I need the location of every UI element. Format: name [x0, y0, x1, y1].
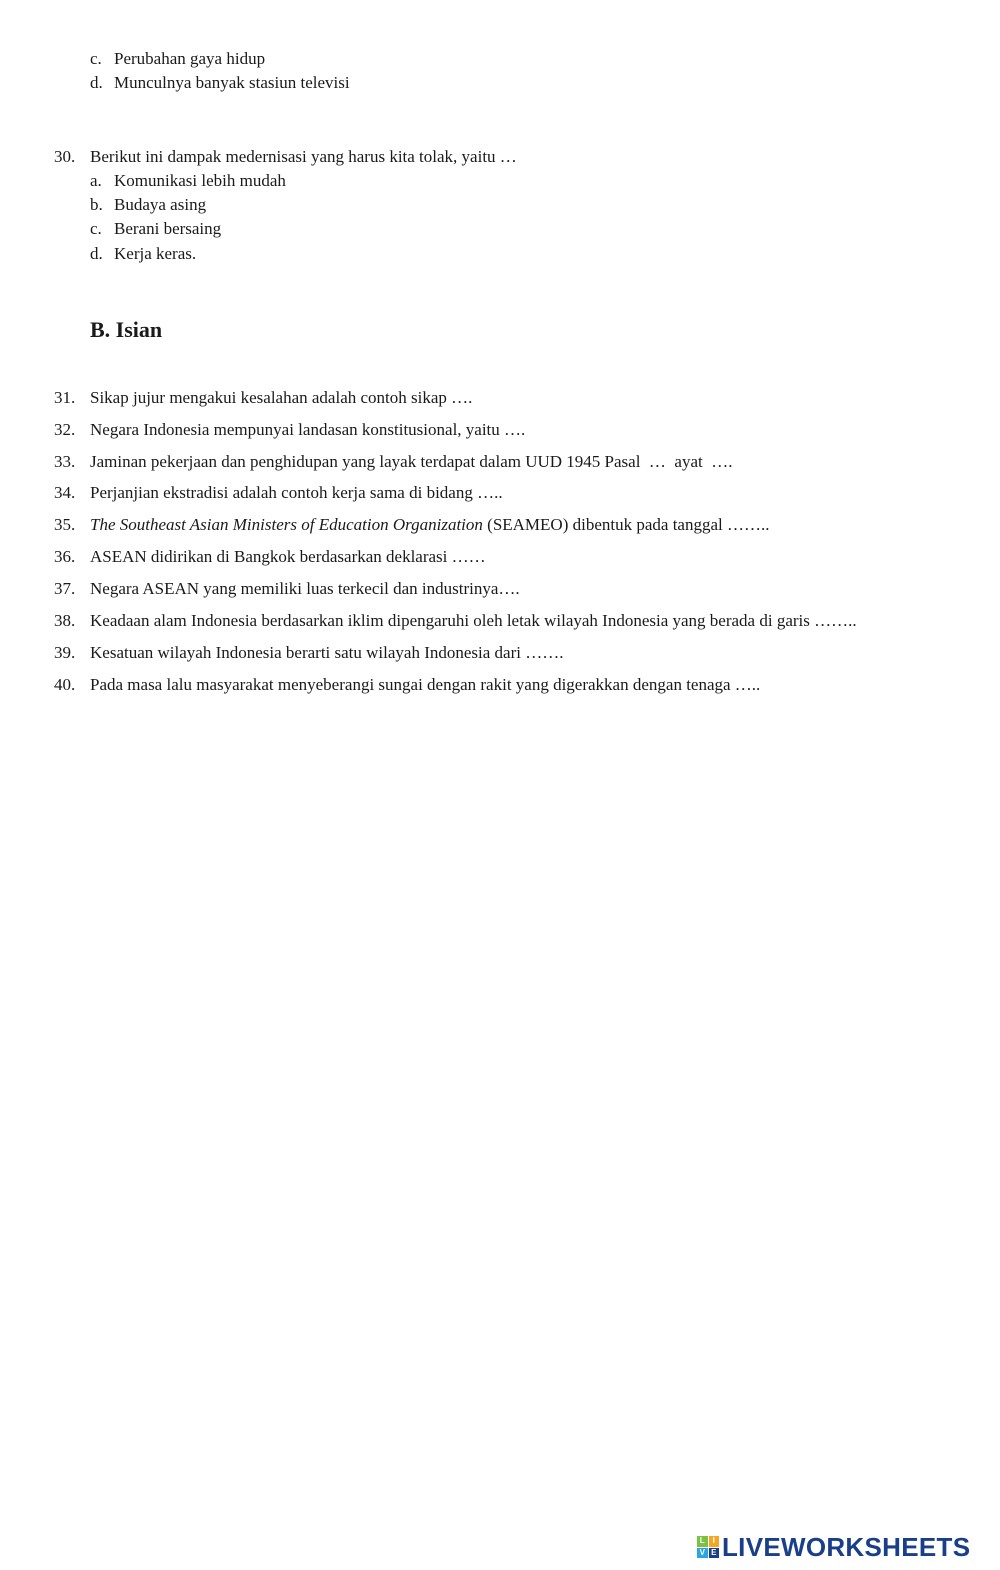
logo-text: LIVEWORKSHEETS	[722, 1531, 971, 1562]
question-33	[54, 451, 733, 473]
question-number: 35.	[54, 515, 76, 534]
logo-tile: E	[709, 1548, 720, 1559]
question-number: 30.	[54, 147, 76, 166]
question-number: 33.	[54, 452, 76, 471]
option-letter: c.	[90, 49, 102, 68]
question-text: Berikut ini dampak medernisasi yang harus kita tolak, yaitu …	[90, 147, 517, 166]
question-number: 36.	[54, 547, 76, 566]
logo-tile: V	[697, 1548, 708, 1559]
option-text: Perubahan gaya hidup	[114, 49, 266, 68]
option-text: Berani bersaing	[114, 219, 222, 238]
liveworksheets-logo	[697, 1530, 970, 1564]
option-c	[90, 48, 265, 70]
option-text: Budaya asing	[114, 195, 207, 214]
option-a	[90, 170, 286, 192]
question-text: Jaminan pekerjaan dan penghidupan yang layak terdapat dalam UUD 1945 Pasal … ayat ….	[90, 452, 733, 471]
option-d	[90, 72, 350, 94]
option-letter: d.	[90, 244, 103, 263]
option-letter: b.	[90, 195, 103, 214]
question-40	[54, 674, 760, 696]
question-text: Kesatuan wilayah Indonesia berarti satu wilayah Indonesia dari …….	[90, 643, 564, 662]
question-text: ASEAN didirikan di Bangkok berdasarkan deklarasi ……	[90, 547, 486, 566]
question-text-italic: The Southeast Asian Ministers of Education Organization	[90, 515, 483, 534]
question-number: 37.	[54, 579, 76, 598]
logo-tile: L	[697, 1536, 708, 1547]
logo-mark-icon	[697, 1536, 719, 1558]
question-number: 34.	[54, 483, 76, 502]
question-39	[54, 642, 564, 664]
question-number: 40.	[54, 675, 76, 694]
question-number: 32.	[54, 420, 76, 439]
question-text: Perjanjian ekstradisi adalah contoh kerja sama di bidang …..	[90, 483, 503, 502]
question-text: (SEAMEO) dibentuk pada tanggal ……..	[482, 515, 770, 534]
question-32	[54, 419, 525, 441]
question-36	[54, 546, 486, 568]
question-31	[54, 387, 472, 409]
option-d	[90, 243, 196, 265]
logo-tile: I	[709, 1536, 720, 1547]
question-text: Negara Indonesia mempunyai landasan konstitusional, yaitu ….	[90, 420, 526, 439]
option-b	[90, 194, 206, 216]
option-c	[90, 218, 221, 240]
question-text: Sikap jujur mengakui kesalahan adalah contoh sikap ….	[90, 388, 473, 407]
option-text: Kerja keras.	[114, 244, 197, 263]
question-text: Negara ASEAN yang memiliki luas terkecil dan industrinya….	[90, 579, 520, 598]
option-letter: a.	[90, 171, 102, 190]
option-text: Komunikasi lebih mudah	[114, 171, 286, 190]
question-35	[54, 514, 770, 536]
question-37	[54, 578, 520, 600]
option-letter: d.	[90, 73, 103, 92]
question-text: Keadaan alam Indonesia berdasarkan iklim dipengaruhi oleh letak wilayah Indonesia yang berada di garis ……..	[90, 611, 857, 630]
section-heading: B. Isian	[90, 317, 163, 342]
option-text: Munculnya banyak stasiun televisi	[114, 73, 350, 92]
option-letter: c.	[90, 219, 102, 238]
question-38	[54, 610, 857, 632]
question-number: 38.	[54, 611, 76, 630]
question-34	[54, 482, 503, 504]
question-number: 31.	[54, 388, 76, 407]
question-30	[54, 146, 517, 168]
question-text: Pada masa lalu masyarakat menyeberangi sungai dengan rakit yang digerakkan dengan tenaga …..	[90, 675, 761, 694]
question-number: 39.	[54, 643, 76, 662]
